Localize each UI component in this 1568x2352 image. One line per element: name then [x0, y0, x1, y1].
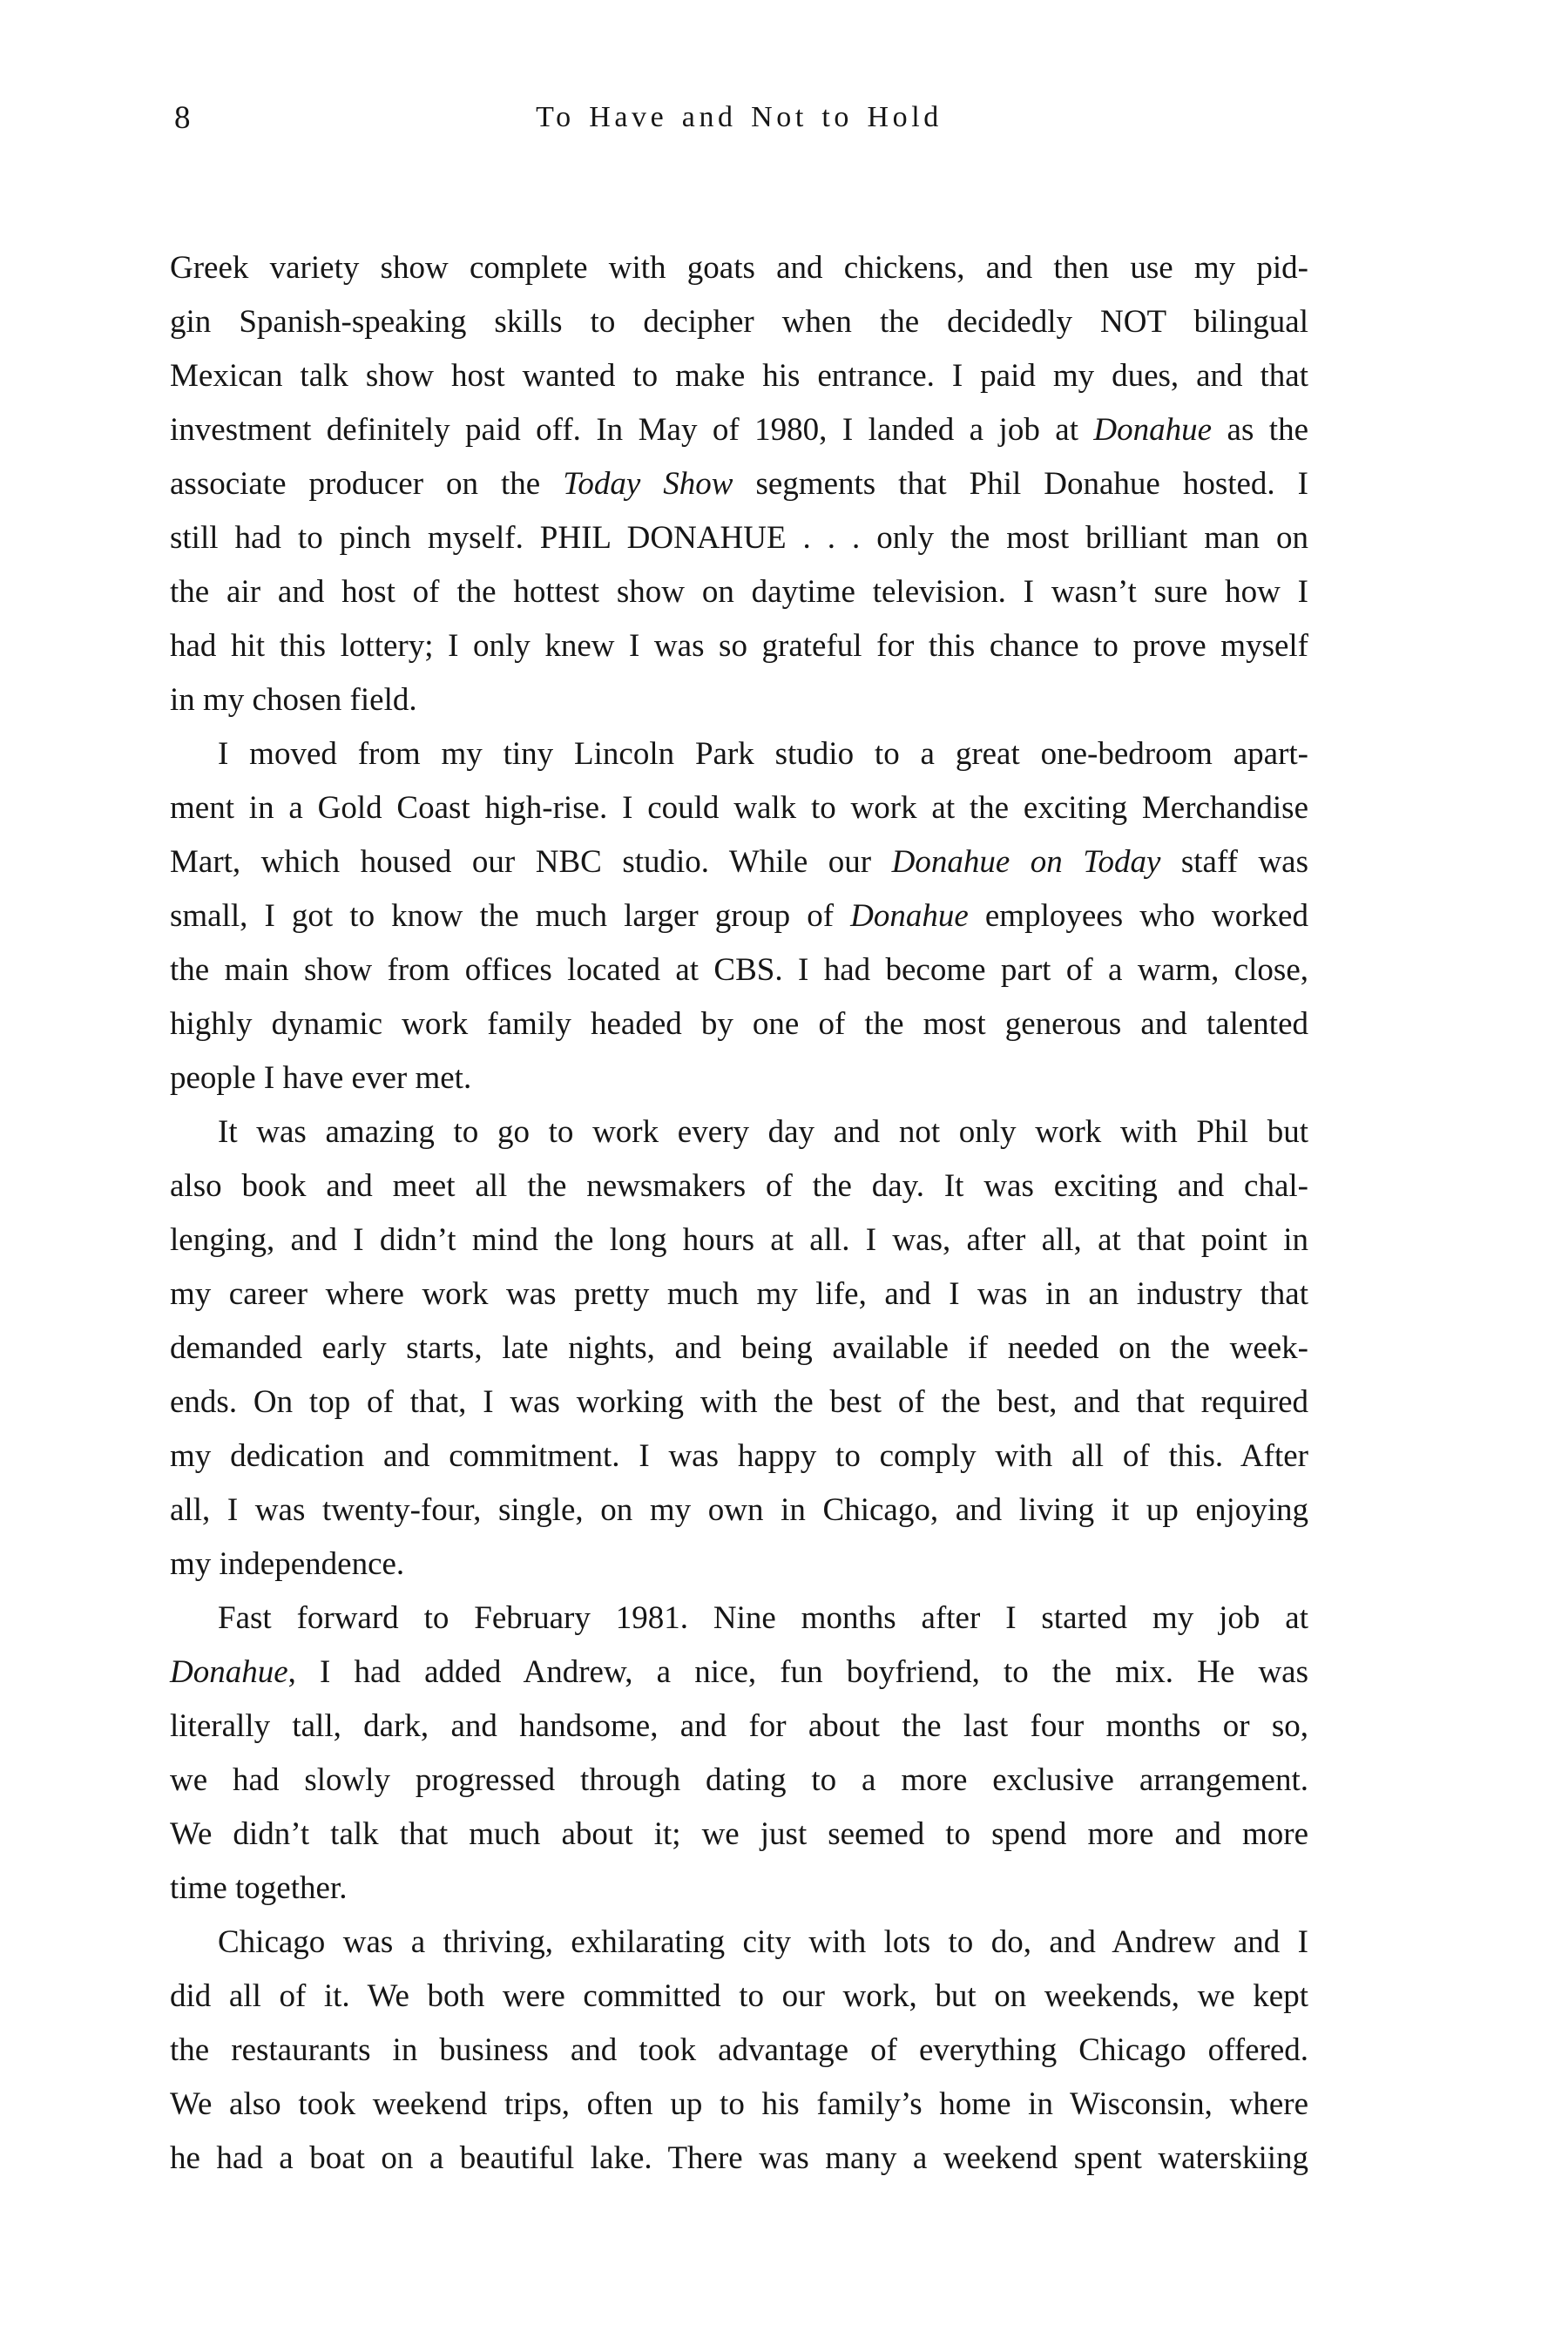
text-line — [170, 673, 1308, 727]
text-line — [170, 943, 1308, 997]
text-run: , I had added Andrew, a nice, fun boyfriend, to the mix. He was — [287, 1654, 1308, 1690]
text-line — [170, 1051, 1308, 1105]
text-run: demanded early starts, late nights, and being available if needed on the week- — [170, 1330, 1308, 1366]
text-run: still had to pinch myself. PHIL DONAHUE . . . only the most brilliant man on — [170, 520, 1308, 556]
text-line — [170, 1754, 1308, 1808]
text-run: staff was — [1160, 844, 1308, 880]
text-line — [170, 1159, 1308, 1213]
text-line — [170, 1538, 1308, 1592]
text-run: the air and host of the hottest show on daytime television. I wasn’t sure how I — [170, 574, 1308, 610]
text-line — [170, 1700, 1308, 1754]
text-line — [170, 295, 1308, 349]
text-line — [170, 1592, 1308, 1646]
text-line — [170, 565, 1308, 619]
text-run: Chicago was a thriving, exhilarating city with lots to do, and Andrew and I — [218, 1924, 1308, 1960]
text-run: my career where work was pretty much my life, and I was in an industry that — [170, 1276, 1308, 1312]
text-run: We didn’t talk that much about it; we just seemed to spend more and more — [170, 1816, 1308, 1852]
text-line — [170, 511, 1308, 565]
text-line — [170, 1808, 1308, 1862]
text-line — [170, 1862, 1308, 1916]
text-line — [170, 781, 1308, 835]
text-run: highly dynamic work family headed by one of the most generous and talented — [170, 1006, 1308, 1042]
text-run: Fast forward to February 1981. Nine months after I started my job at — [218, 1600, 1308, 1636]
text-run: We also took weekend trips, often up to his family’s home in Wisconsin, where — [170, 2086, 1308, 2122]
italic-text-run: Donahue — [1093, 412, 1213, 448]
text-line — [170, 727, 1308, 781]
text-run: we had slowly progressed through dating to a more exclusive arrangement. — [170, 1762, 1308, 1798]
text-line — [170, 1916, 1308, 1970]
text-line — [170, 241, 1308, 295]
text-run: associate producer on the — [170, 466, 564, 502]
text-line — [170, 2078, 1308, 2132]
text-line — [170, 1429, 1308, 1484]
text-line — [170, 1484, 1308, 1538]
text-run: the main show from offices located at CBS. I had become part of a warm, close, — [170, 952, 1308, 988]
text-run: had hit this lottery; I only knew I was so grateful for this chance to prove myself — [170, 628, 1308, 664]
page-number: 8 — [174, 100, 191, 136]
text-run: literally tall, dark, and handsome, and for about the last four months or so, — [170, 1708, 1308, 1744]
text-line — [170, 835, 1308, 889]
text-line — [170, 403, 1308, 457]
text-line — [170, 2024, 1308, 2078]
text-run: in my chosen field. — [170, 682, 417, 718]
text-run: as the — [1212, 412, 1308, 448]
text-run: employees who worked — [968, 898, 1308, 934]
italic-text-run: Donahue on Today — [891, 844, 1161, 880]
body-text — [170, 241, 1308, 2186]
italic-text-run: Donahue — [170, 1654, 288, 1690]
text-line — [170, 619, 1308, 673]
text-run: people I have ever met. — [170, 1060, 472, 1096]
italic-text-run: Donahue — [850, 898, 969, 934]
text-run: also book and meet all the newsmakers of the day. It was exciting and chal- — [170, 1168, 1308, 1204]
text-line — [170, 1213, 1308, 1267]
text-run: Greek variety show complete with goats and chickens, and then use my pid- — [170, 250, 1308, 286]
text-run: It was amazing to go to work every day and not only work with Phil but — [218, 1114, 1308, 1150]
text-line — [170, 1646, 1308, 1700]
text-line — [170, 349, 1308, 403]
text-line — [170, 2132, 1308, 2186]
text-run: my dedication and commitment. I was happy to comply with all of this. After — [170, 1438, 1308, 1474]
text-line — [170, 1321, 1308, 1375]
text-run: did all of it. We both were committed to our work, but on weekends, we kept — [170, 1978, 1308, 2014]
text-run: small, I got to know the much larger group of — [170, 898, 851, 934]
text-line — [170, 997, 1308, 1051]
text-line — [170, 1105, 1308, 1159]
text-run: my independence. — [170, 1546, 405, 1582]
text-run: segments that Phil Donahue hosted. I — [733, 466, 1308, 502]
text-run: the restaurants in business and took advantage of everything Chicago offered. — [170, 2032, 1308, 2068]
italic-text-run: Today Show — [563, 466, 733, 502]
text-line — [170, 457, 1308, 511]
text-line — [170, 1970, 1308, 2024]
text-run: lenging, and I didn’t mind the long hours at all. I was, after all, at that point in — [170, 1222, 1308, 1258]
text-run: all, I was twenty-four, single, on my own in Chicago, and living it up enjoying — [170, 1492, 1308, 1528]
text-line — [170, 1375, 1308, 1429]
text-run: Mexican talk show host wanted to make his entrance. I paid my dues, and that — [170, 358, 1308, 394]
text-run: time together. — [170, 1870, 348, 1906]
text-run: Mart, which housed our NBC studio. While our — [170, 844, 892, 880]
text-run: gin Spanish-speaking skills to decipher when the decidedly NOT bilingual — [170, 304, 1308, 340]
text-run: he had a boat on a beautiful lake. There was many a weekend spent waterskiing — [170, 2140, 1308, 2176]
text-line — [170, 889, 1308, 943]
text-run: ment in a Gold Coast high-rise. I could walk to work at the exciting Merchandise — [170, 790, 1308, 826]
text-run: ends. On top of that, I was working with the best of the best, and that required — [170, 1384, 1308, 1420]
text-run: investment definitely paid off. In May of 1980, I landed a job at — [170, 412, 1094, 448]
running-head: To Have and Not to Hold — [536, 101, 943, 133]
text-run: I moved from my tiny Lincoln Park studio to a great one-bedroom apart- — [218, 736, 1308, 772]
text-line — [170, 1267, 1308, 1321]
